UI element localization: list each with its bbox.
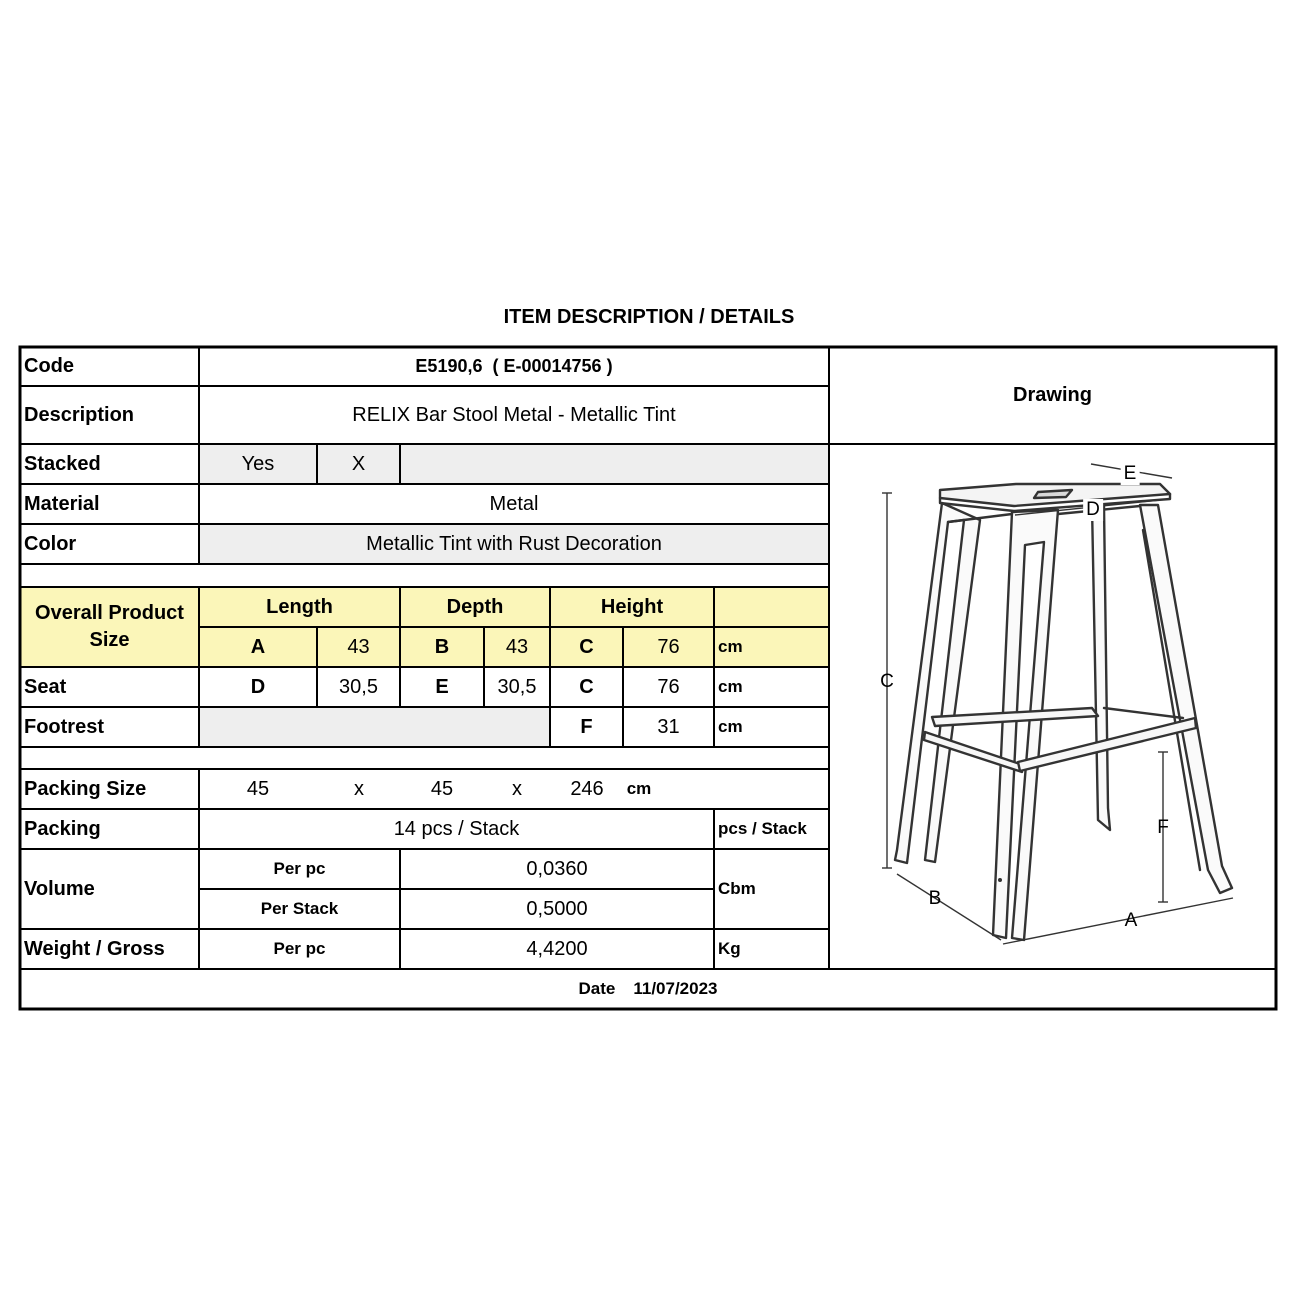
packing-size-x1: x bbox=[354, 777, 364, 800]
footrest-label: Footrest bbox=[24, 715, 104, 738]
seat-c-label: C bbox=[579, 675, 594, 698]
packing-size-depth: 45 bbox=[430, 777, 454, 800]
seat-label: Seat bbox=[24, 675, 67, 698]
depth-header: Depth bbox=[446, 595, 504, 618]
footrest-unit: cm bbox=[718, 716, 743, 736]
height-header: Height bbox=[600, 595, 664, 618]
page-title: ITEM DESCRIPTION / DETAILS bbox=[503, 306, 795, 328]
packing-size-x2: x bbox=[512, 777, 522, 800]
date-value: 11/07/2023 bbox=[633, 978, 718, 998]
volume-per-pc-label: Per pc bbox=[273, 858, 326, 878]
overall-unit: cm bbox=[718, 636, 743, 656]
seat-e-label: E bbox=[435, 675, 449, 698]
dimension-label-c: C bbox=[880, 671, 894, 692]
weight-unit: Kg bbox=[718, 938, 741, 958]
date-label: Date bbox=[578, 978, 616, 998]
volume-per-pc-value: 0,0360 bbox=[526, 857, 588, 880]
volume-per-stack-label: Per Stack bbox=[260, 898, 339, 918]
weight-value: 4,4200 bbox=[526, 937, 588, 960]
material-label: Material bbox=[24, 492, 100, 515]
overall-size-label: Overall Product Size bbox=[35, 602, 184, 651]
seat-unit: cm bbox=[718, 676, 743, 696]
stacked-yes: Yes bbox=[241, 452, 275, 475]
seat-d-value: 30,5 bbox=[339, 675, 378, 698]
material-value: Metal bbox=[489, 492, 539, 515]
packing-size-label: Packing Size bbox=[24, 777, 147, 800]
volume-per-stack-value: 0,5000 bbox=[526, 897, 588, 920]
packing-value: 14 pcs / Stack bbox=[393, 817, 520, 840]
packing-size-unit: cm bbox=[626, 778, 652, 798]
weight-label: Weight / Gross bbox=[24, 937, 165, 960]
seat-d-label: D bbox=[250, 675, 266, 698]
packing-size-width: 45 bbox=[246, 777, 270, 800]
dimension-label-d: D bbox=[1083, 499, 1103, 521]
volume-label: Volume bbox=[24, 877, 95, 900]
dimension-label-f: F bbox=[1157, 817, 1169, 838]
color-label: Color bbox=[24, 532, 77, 555]
code-value: E5190,6 ( E-00014756 ) bbox=[415, 356, 613, 377]
volume-unit: Cbm bbox=[718, 878, 756, 898]
description-value: RELIX Bar Stool Metal - Metallic Tint bbox=[352, 403, 676, 426]
length-header: Length bbox=[266, 595, 333, 618]
overall-c-label: C bbox=[579, 635, 594, 658]
packing-unit: pcs / Stack bbox=[718, 818, 807, 838]
overall-a-label: A bbox=[250, 635, 266, 658]
packing-label: Packing bbox=[24, 817, 101, 840]
stacked-mark: X bbox=[351, 452, 366, 475]
dimension-label-a: A bbox=[1124, 910, 1138, 931]
dimension-label-e: E bbox=[1121, 463, 1140, 485]
seat-c-value: 76 bbox=[657, 675, 680, 698]
packing-size-height: 246 bbox=[570, 777, 604, 800]
footrest-f-label: F bbox=[580, 715, 593, 738]
footrest-f-value: 31 bbox=[657, 715, 680, 738]
weight-per-pc-label: Per pc bbox=[273, 938, 326, 958]
overall-a-value: 43 bbox=[347, 635, 370, 658]
dimension-label-b: B bbox=[928, 888, 942, 909]
description-label: Description bbox=[24, 403, 135, 426]
seat-e-value: 30,5 bbox=[497, 675, 537, 698]
overall-b-label: B bbox=[434, 635, 450, 658]
drawing-header: Drawing bbox=[1013, 384, 1092, 406]
overall-b-value: 43 bbox=[505, 635, 529, 658]
overall-c-value: 76 bbox=[657, 635, 680, 658]
code-label: Code bbox=[24, 355, 74, 377]
color-value: Metallic Tint with Rust Decoration bbox=[366, 532, 662, 555]
stacked-label: Stacked bbox=[24, 452, 101, 475]
